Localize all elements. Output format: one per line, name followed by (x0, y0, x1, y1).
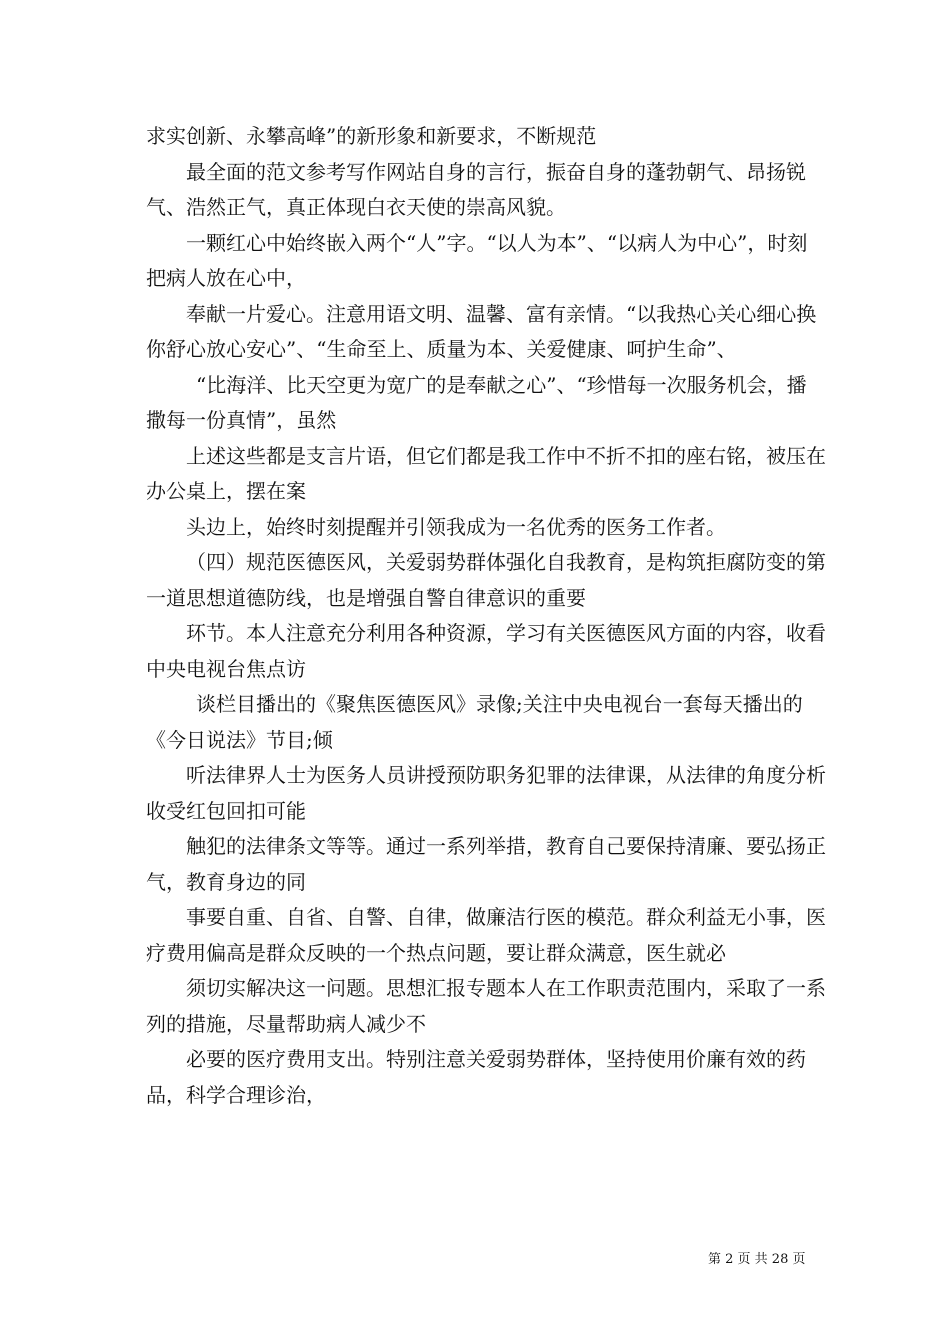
paragraph: 一颗红心中始终嵌入两个“人”字。“以人为本”、“以病人为中心”，时刻把病人放在心中， (146, 230, 808, 290)
paragraph: 奉献一片爱心。注意用语文明、温馨、富有亲情。“以我热心关心细心换你舒心放心安心”、“生命至上、质量为本、关爱健康、呵护生命”、 (146, 301, 817, 361)
paragraph: 触犯的法律条文等等。通过一系列举措，教育自己要保持清廉、要弘扬正气，教育身边的同 (146, 834, 826, 894)
page-number-footer: 第 2 页 共 28 页 (708, 1252, 806, 1267)
paragraph: 须切实解决这一问题。思想汇报专题本人在工作职责范围内，采取了一系列的措施，尽量帮助病人减少不 (146, 976, 826, 1036)
paragraph: 最全面的范文参考写作网站自身的言行，振奋自身的蓬勃朝气、昂扬锐气、浩然正气，真正体现白衣天使的崇高风貌。 (146, 159, 806, 219)
paragraph: 事要自重、自省、自警、自律，做廉洁行医的模范。群众利益无小事，医疗费用偏高是群众反映的一个热点问题，要让群众满意，医生就必 (146, 905, 826, 965)
paragraph: 谈栏目播出的《聚焦医德医风》录像;关注中央电视台一套每天播出的《今日说法》节目;倾 (146, 692, 803, 752)
body-text (146, 119, 826, 1113)
paragraph: 环节。本人注意充分利用各种资源，学习有关医德医风方面的内容，收看中央电视台焦点访 (146, 621, 826, 681)
paragraph: 必要的医疗费用支出。特别注意关爱弱势群体，坚持使用价廉有效的药品，科学合理诊治， (146, 1047, 806, 1107)
paragraph: “比海洋、比天空更为宽广的是奉献之心”、“珍惜每一次服务机会，播撒每一份真情”，虽然 (146, 372, 807, 432)
paragraph: 听法律界人士为医务人员讲授预防职务犯罪的法律课，从法律的角度分析收受红包回扣可能 (146, 763, 826, 823)
paragraph: 头边上，始终时刻提醒并引领我成为一名优秀的医务工作者。 (186, 514, 726, 539)
paragraph: （四）规范医德医风，关爱弱势群体强化自我教育，是构筑拒腐防变的第一道思想道德防线，也是增强自警自律意识的重要 (146, 550, 826, 610)
paragraph: 上述这些都是支言片语，但它们都是我工作中不折不扣的座右铭，被压在办公桌上，摆在案 (146, 443, 826, 503)
paragraph: 求实创新、永攀高峰”的新形象和新要求，不断规范 (146, 124, 597, 148)
